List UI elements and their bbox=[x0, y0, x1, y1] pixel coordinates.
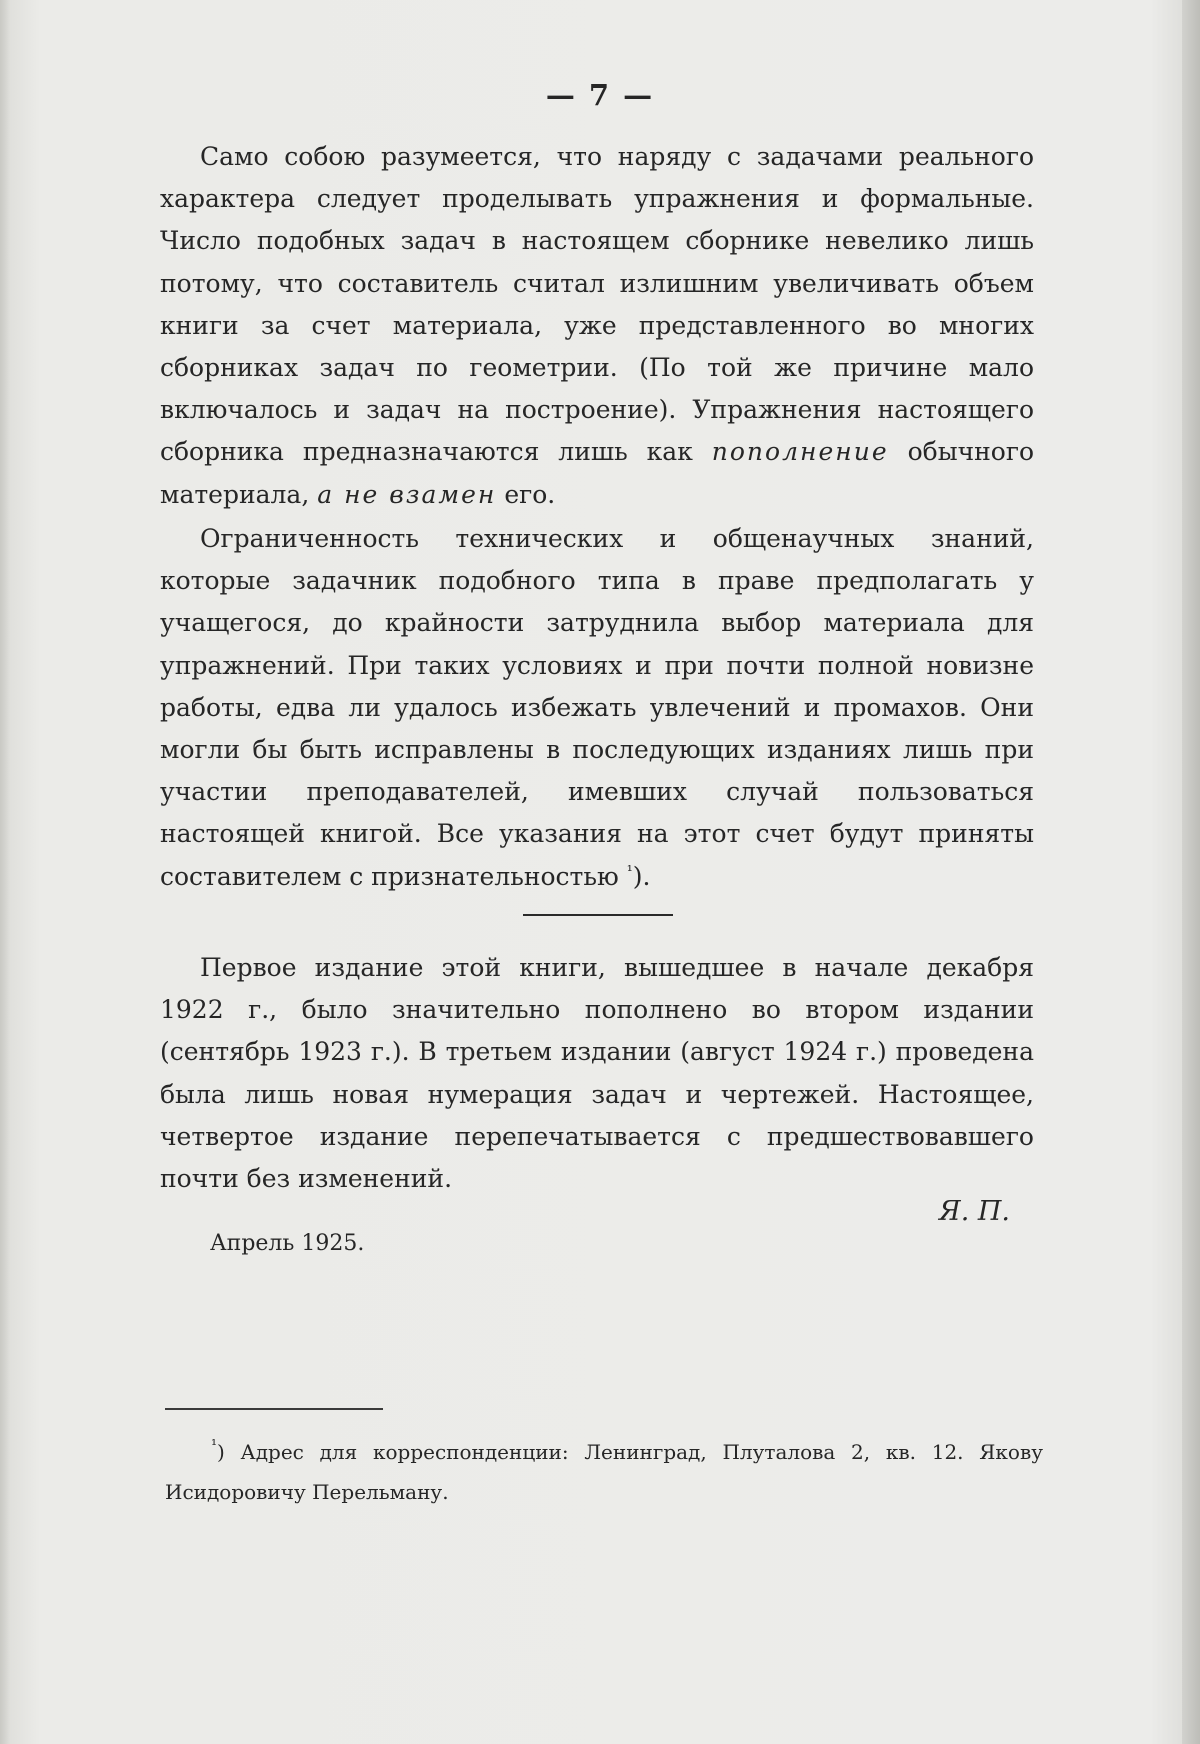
paragraph-exercises-part-3: его. bbox=[496, 479, 556, 509]
paragraph-limitations bbox=[160, 518, 1034, 898]
page-left-edge bbox=[0, 0, 10, 1744]
paragraph-exercises-part-1: Само собою разумеется, что наряду с задачами реального характера следует проделывать упражнения и формальные. Число подобных задач в настоящем сборнике невелико лишь потому, что составитель считал излишним увеличивать объем книги за счет материала, уже представленного во многих сборниках задач по геометрии. (По той же причине мало включалось и задач на построение). Упражнения настоящего сборника предназначаются лишь как bbox=[160, 142, 1034, 467]
paragraph-editions-text: Первое издание этой книги, вышедшее в начале декабря 1922 г., было значительно пополнено во втором издании (сентябрь 1923 г.). В третьем издании (август 1924 г.) проведена была лишь новая нумерация задач и чертежей. Настоящее, четвертое издание перепечатывается с предшествовавшего почти без изменений. bbox=[160, 953, 1034, 1194]
section-divider bbox=[523, 914, 673, 916]
paragraph-editions bbox=[160, 947, 1034, 1200]
footnote-text: ) Адрес для корреспонденции: Ленинград, Плуталова 2, кв. 12. Якову Исидоровичу Перельману. bbox=[165, 1440, 1043, 1504]
emphasis-addition: пополнение bbox=[711, 437, 889, 467]
paragraph-limitations-body: Ограниченность технических и общенаучных знаний, которые задачник подобного типа в праве предполагать у учащегося, до крайности затруднила выбор материала для упражнений. При таких условиях и при почти полной новизне работы, едва ли удалось избежать увлечений и промахов. Они могли бы быть исправлены в последующих изданиях лишь при участии преподавателей, имевших случай пользоваться настоящей книгой. Все указания на этот счет будут приняты составителем с признательностью bbox=[160, 524, 1034, 891]
footnote-mark: ¹ bbox=[211, 1436, 218, 1454]
paragraph-limitations-end: ). bbox=[632, 861, 651, 891]
page-right-edge bbox=[1182, 0, 1200, 1744]
footnote-reference-mark: ¹ bbox=[626, 861, 633, 880]
footnote-divider bbox=[165, 1408, 383, 1410]
paragraph-limitations-text bbox=[160, 518, 1034, 898]
page-number: — 7 — bbox=[545, 78, 655, 112]
emphasis-not-instead: а не взамен bbox=[317, 479, 497, 509]
paragraph-exercises-text bbox=[160, 136, 1034, 516]
date-line: Апрель 1925. bbox=[210, 1231, 365, 1256]
author-signature: Я. П. bbox=[938, 1196, 1010, 1227]
paragraph-exercises-part-2: обычного материала, bbox=[160, 437, 1034, 509]
paragraph-exercises bbox=[160, 136, 1034, 516]
footnote bbox=[165, 1432, 1043, 1512]
